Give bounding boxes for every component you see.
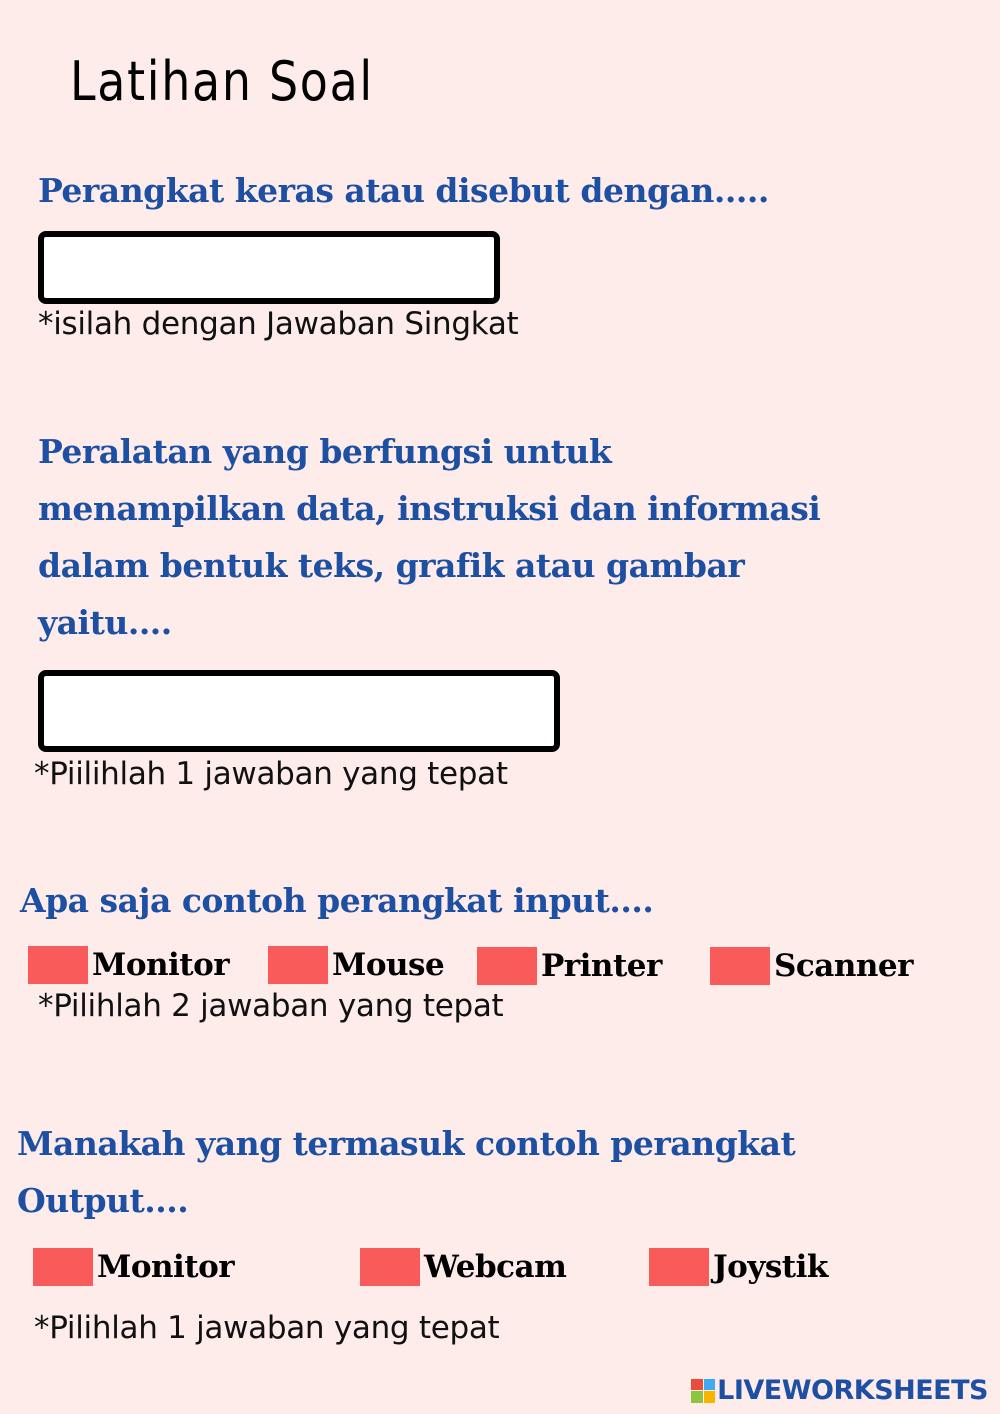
question-2-note: *Piilihlah 1 jawaban yang tepat [34,756,508,792]
question-3-line-1: Apa saja contoh perangkat input.... [20,881,654,920]
question-3-checkbox-printer[interactable] [477,947,537,985]
liveworksheets-logo-icon [691,1379,715,1403]
question-4-option-label: Monitor [97,1249,235,1285]
question-4-checkbox-monitor[interactable] [33,1248,93,1286]
question-3-checkbox-monitor[interactable] [28,946,88,984]
question-1-line-1: Perangkat keras atau disebut dengan..... [38,171,769,210]
question-3-option-scanner[interactable] [710,947,913,985]
liveworksheets-brand [691,1375,988,1406]
question-3-option-mouse[interactable] [268,946,444,984]
question-2-text [38,423,820,651]
question-1-note: *isilah dengan Jawaban Singkat [38,306,519,342]
question-1-answer-input[interactable] [38,231,500,304]
question-2-line-3: dalam bentuk teks, grafik atau gambar [38,546,745,585]
page-title: Latihan Soal [70,50,374,113]
question-3-option-label: Monitor [92,947,230,983]
question-3-option-printer[interactable] [477,947,662,985]
question-3-checkbox-mouse[interactable] [268,946,328,984]
question-2-line-1: Peralatan yang berfungsi untuk [38,432,612,471]
question-3-note: *Pilihlah 2 jawaban yang tepat [38,988,504,1024]
question-4-note: *Pilihlah 1 jawaban yang tepat [34,1310,500,1346]
question-4-option-joystik[interactable] [649,1248,828,1286]
question-4-checkbox-webcam[interactable] [360,1248,420,1286]
question-4-option-webcam[interactable] [360,1248,566,1286]
question-3-option-monitor[interactable] [28,946,229,984]
question-1-text [38,162,769,219]
brand-name: LIVEWORKSHEETS [717,1375,988,1406]
question-3-option-label: Printer [541,948,662,984]
question-3-text [20,872,653,929]
question-2-line-4: yaitu.... [38,603,172,642]
question-4-line-1: Manakah yang termasuk contoh perangkat [17,1124,796,1163]
question-4-text [17,1115,795,1229]
question-4-option-label: Joystik [713,1249,828,1285]
question-4-line-2: Output.... [17,1181,189,1220]
question-3-option-label: Mouse [332,947,445,983]
question-4-option-label: Webcam [424,1249,567,1285]
question-3-checkbox-scanner[interactable] [710,947,770,985]
question-4-option-monitor[interactable] [33,1248,234,1286]
question-3-option-label: Scanner [774,948,913,984]
question-4-checkbox-joystik[interactable] [649,1248,709,1286]
question-2-line-2: menampilkan data, instruksi dan informasi [38,489,821,528]
question-2-answer-dropdown[interactable] [38,670,560,752]
